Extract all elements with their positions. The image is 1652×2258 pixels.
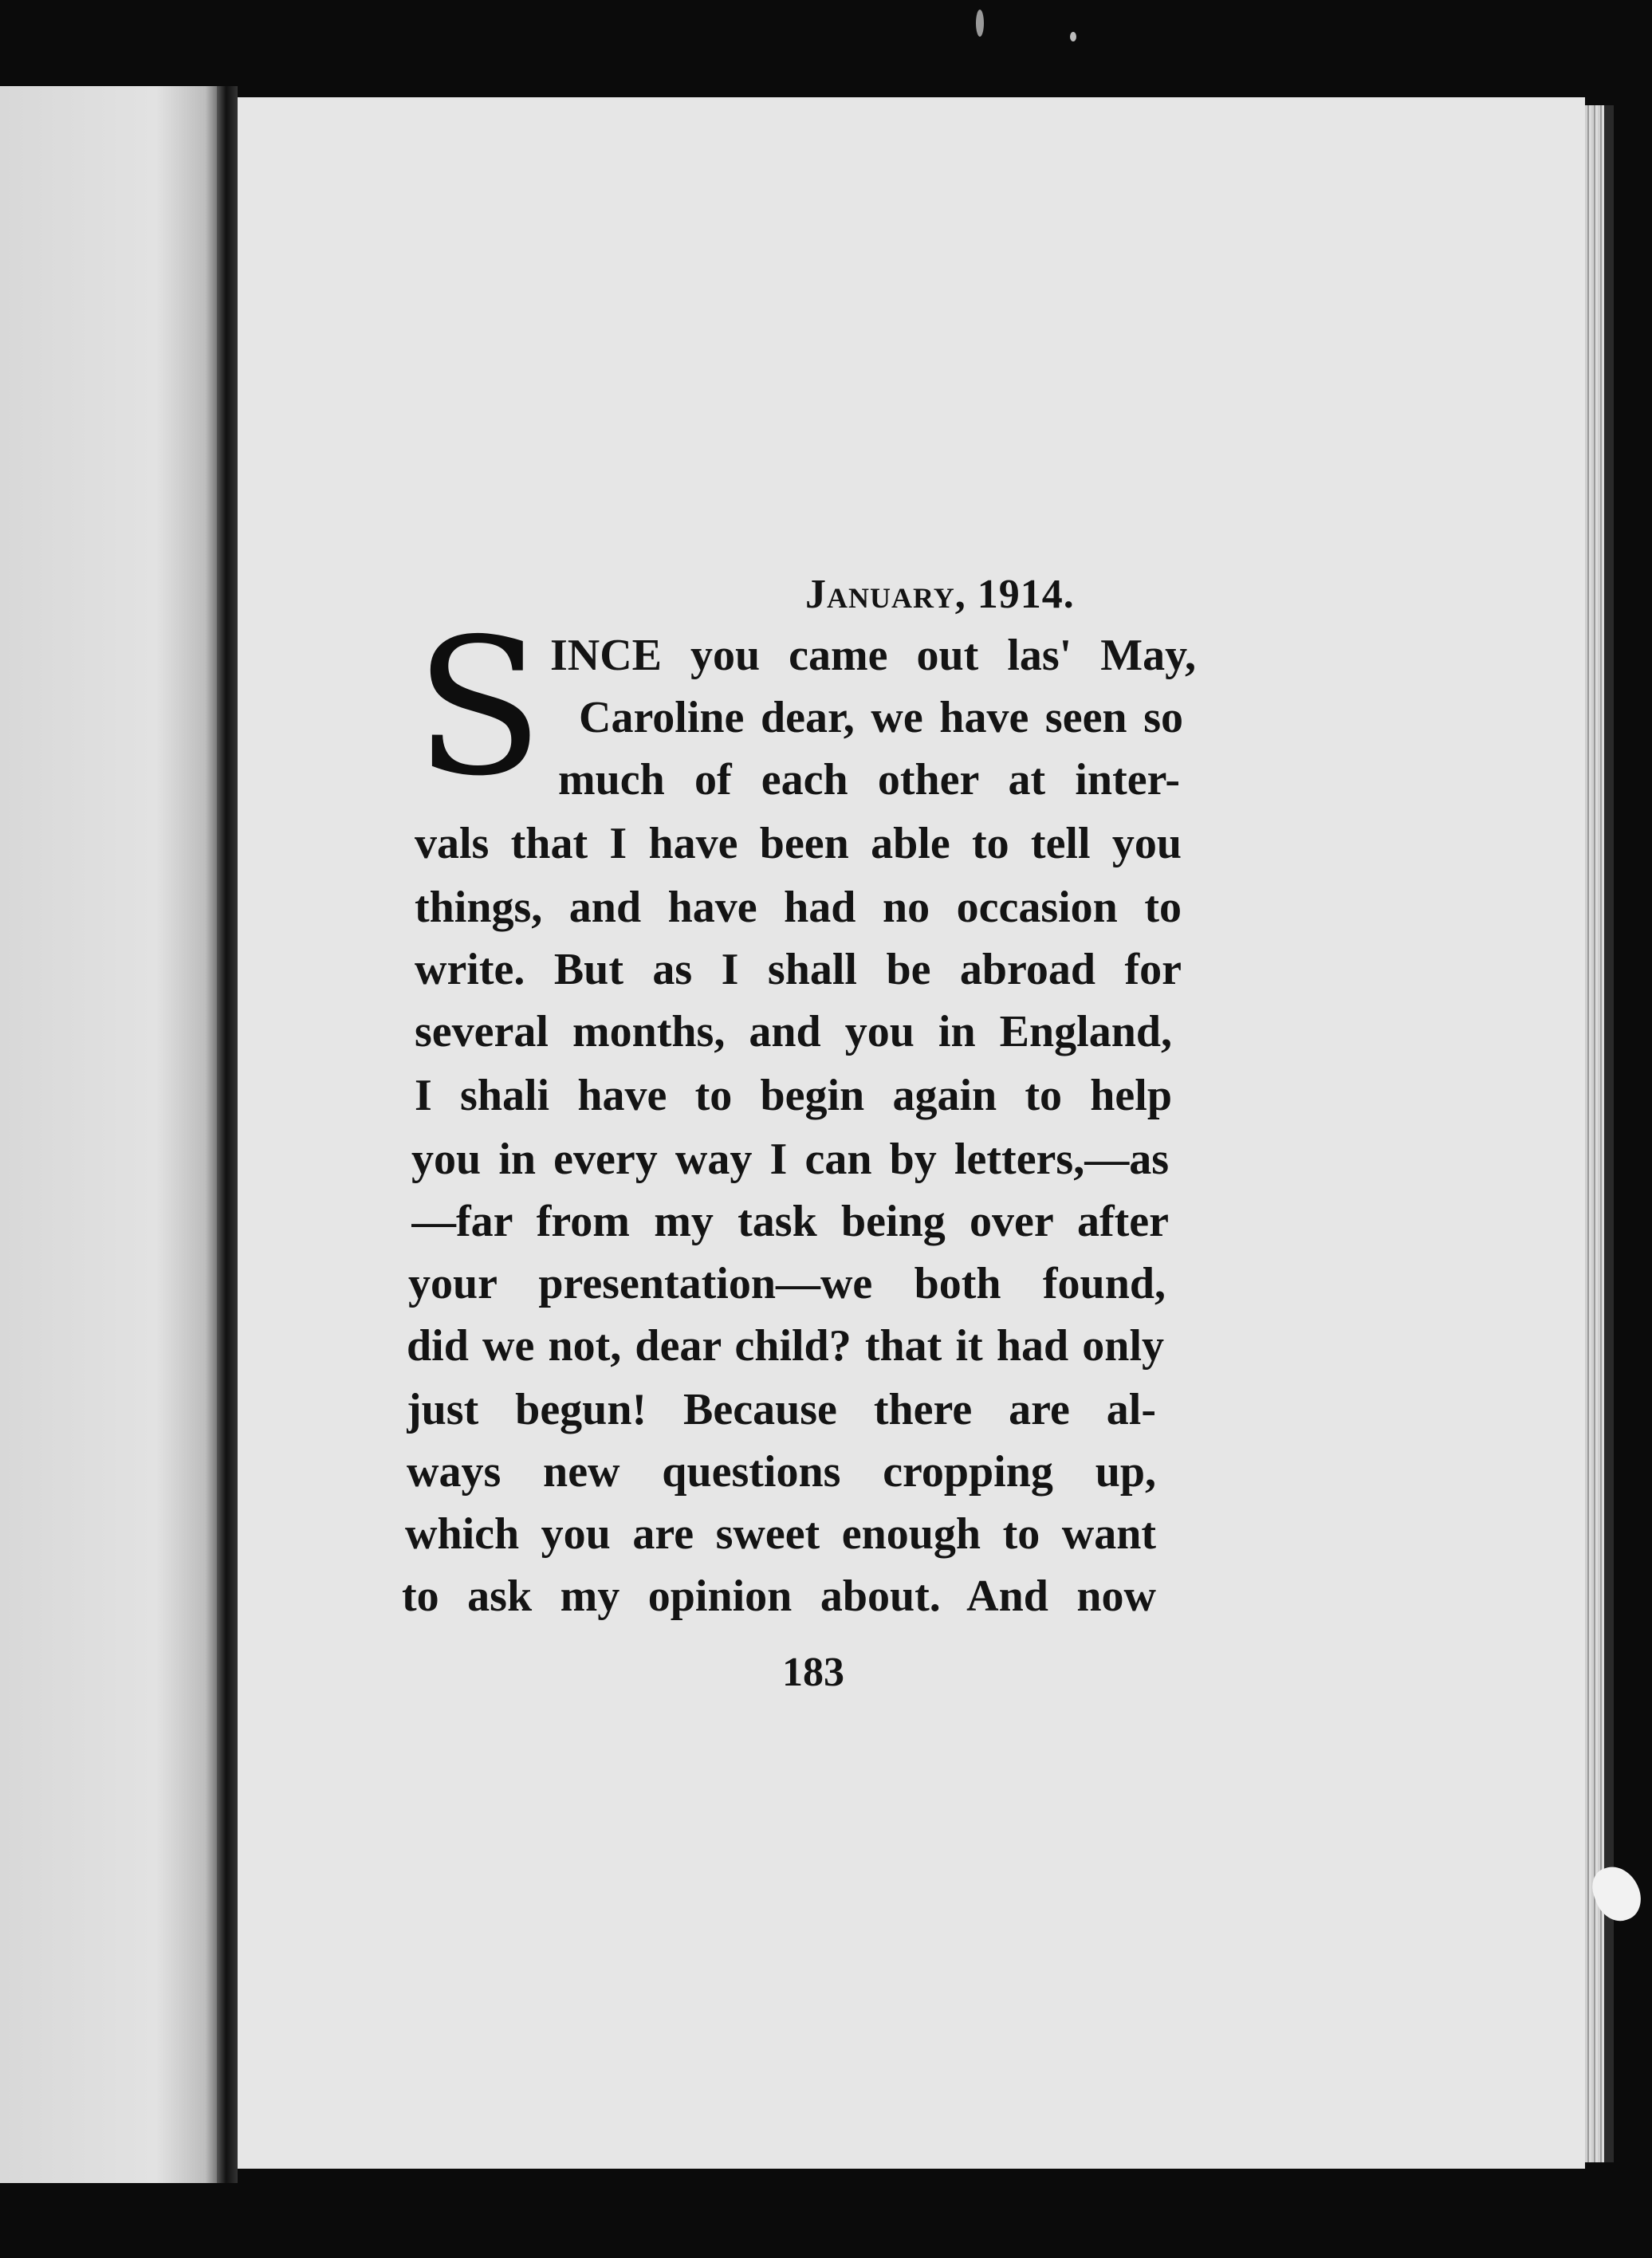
page-edges bbox=[1585, 105, 1604, 2162]
text-line: Caroline dear, we have seen so bbox=[579, 693, 1183, 742]
text-line: write. But as I shall be abroad for bbox=[415, 945, 1182, 994]
text-line: you in every way I can by letters,—as bbox=[411, 1135, 1169, 1184]
letter-dateline: January, 1914. bbox=[805, 572, 1075, 617]
page-number: 183 bbox=[782, 1650, 844, 1695]
text-line: to ask my opinion about. And now bbox=[402, 1572, 1156, 1621]
text-line: much of each other at inter- bbox=[558, 755, 1180, 804]
text-line: INCE you came out las' May, bbox=[550, 631, 1196, 680]
text-line: ways new questions cropping up, bbox=[407, 1447, 1156, 1497]
book-gutter bbox=[217, 86, 238, 2183]
scan-speck bbox=[1070, 32, 1076, 41]
text-line: which you are sweet enough to want bbox=[405, 1509, 1156, 1559]
text-line: I shali have to begin again to help bbox=[415, 1071, 1172, 1120]
text-line: did we not, dear child? that it had only bbox=[407, 1321, 1164, 1371]
drop-cap: S bbox=[415, 598, 544, 817]
text-line: —far from my task being over after bbox=[411, 1197, 1169, 1246]
text-line: things, and have had no occasion to bbox=[415, 883, 1182, 932]
page-edge-shadow bbox=[1604, 105, 1614, 2162]
text-line: your presentation—we both found, bbox=[408, 1259, 1166, 1308]
text-line: vals that I have been able to tell you bbox=[415, 819, 1182, 868]
text-line: just begun! Because there are al- bbox=[407, 1385, 1156, 1434]
text-line: several months, and you in England, bbox=[415, 1007, 1172, 1056]
left-page bbox=[0, 86, 223, 2183]
scan-speck bbox=[976, 10, 984, 37]
